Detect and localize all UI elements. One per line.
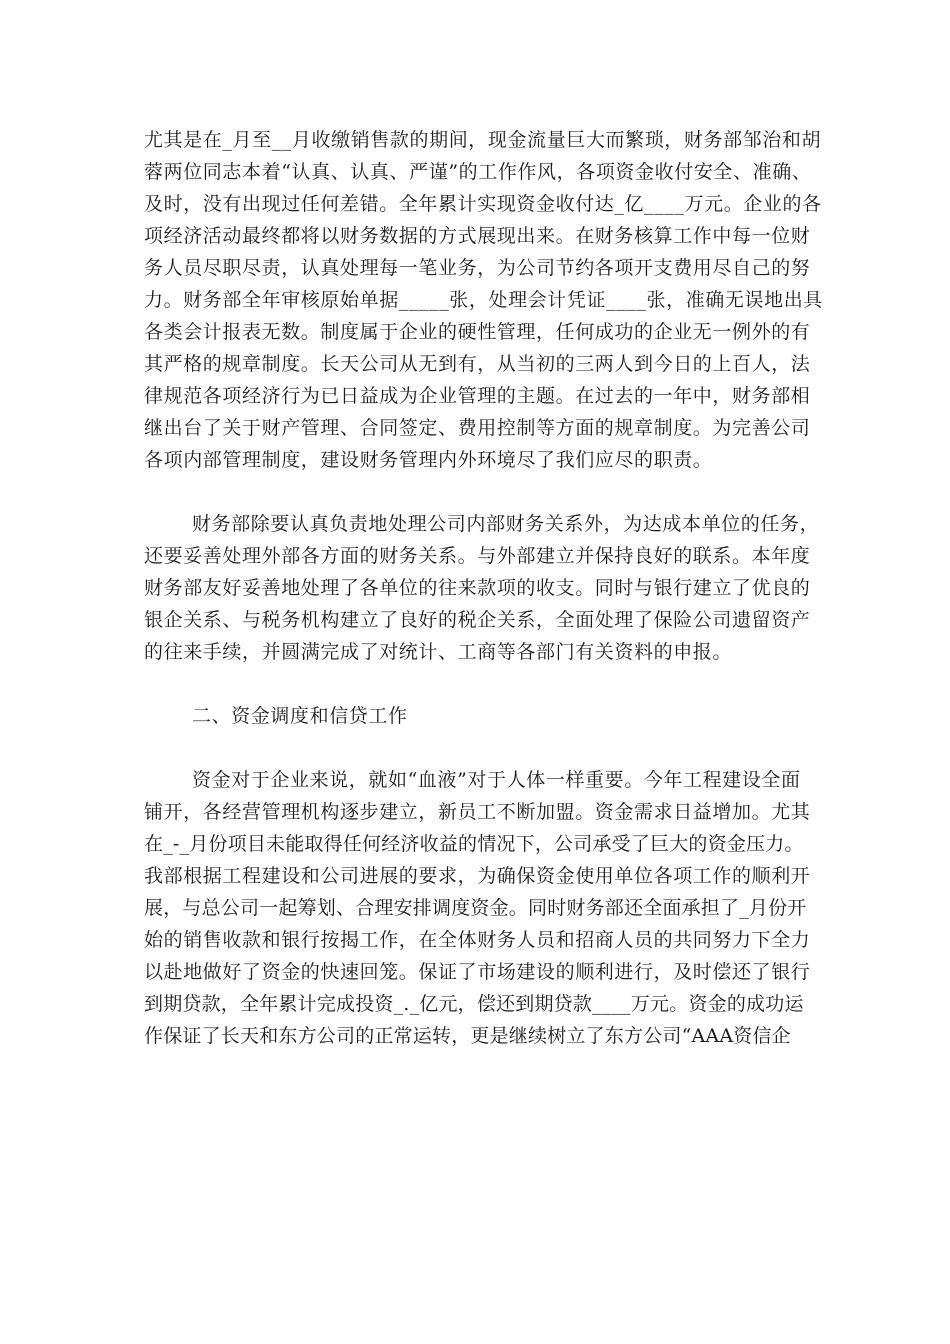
paragraph-line: 其严格的规章制度。长天公司从无到有，从当初的三两人到今日的上百人，法 bbox=[144, 353, 811, 375]
paragraph-line: 各类会计报表无数。制度属于企业的硬性管理，任何成功的企业无一例外的有 bbox=[144, 321, 811, 343]
paragraph-line: 尤其是在_月至__月收缴销售款的期间，现金流量巨大而繁琐，财务部邹治和胡 bbox=[144, 129, 822, 151]
paragraph-line: 蓉两位同志本着“认真、认真、严谨”的工作作风，各项资金收付安全、准确、 bbox=[144, 161, 812, 183]
paragraph-line: 各项内部管理制度，建设财务管理内外环境尽了我们应尽的职责。 bbox=[144, 449, 713, 471]
document-body bbox=[144, 124, 823, 1052]
paragraph-line: 作保证了长天和东方公司的正常运转，更是继续树立了东方公司“AAA资信企 bbox=[144, 1025, 791, 1047]
paragraph-2 bbox=[144, 508, 820, 668]
paragraph-line: 资金对于企业来说，就如“血液”对于人体一样重要。今年工程建设全面 bbox=[192, 769, 801, 791]
paragraph-line: 铺开，各经营管理机构逐步建立，新员工不断加盟。资金需求日益增加。尤其 bbox=[144, 801, 811, 823]
paragraph-line: 律规范各项经济行为已日益成为企业管理的主题。在过去的一年中，财务部相 bbox=[144, 385, 811, 407]
paragraph-line: 项经济活动最终都将以财务数据的方式展现出来。在财务核算工作中每一位财 bbox=[144, 225, 811, 247]
paragraph-line: 始的销售收款和银行按揭工作，在全体财务人员和招商人员的共同努力下全力 bbox=[144, 929, 811, 951]
paragraph-line: 力。财务部全年审核原始单据_____张，处理会计凭证____张，准确无误地出具 bbox=[144, 289, 823, 311]
paragraph-line: 到期贷款，全年累计完成投资_._亿元，偿还到期贷款____万元。资金的成功运 bbox=[144, 993, 804, 1015]
paragraph-line: 在_-_月份项目未能取得任何经济收益的情况下，公司承受了巨大的资金压力。 bbox=[144, 833, 804, 855]
paragraph-spacer bbox=[144, 732, 808, 764]
paragraph-line: 财务部友好妥善地处理了各单位的往来款项的收支。同时与银行建立了优良的 bbox=[144, 577, 811, 599]
paragraph-line: 我部根据工程建设和公司进展的要求，为确保资金使用单位各项工作的顺利开 bbox=[144, 865, 811, 887]
paragraph-line: 展，与总公司一起筹划、合理安排调度资金。同时财务部还全面承担了_月份开 bbox=[144, 897, 807, 919]
section-heading-text: 二、资金调度和信贷工作 bbox=[192, 705, 408, 727]
paragraph-spacer bbox=[144, 668, 808, 700]
paragraph-3 bbox=[144, 764, 811, 1052]
paragraph-1 bbox=[144, 124, 823, 476]
section-heading bbox=[144, 700, 808, 732]
paragraph-spacer bbox=[144, 476, 808, 508]
paragraph-line: 以赴地做好了资金的快速回笼。保证了市场建设的顺利进行，及时偿还了银行 bbox=[144, 961, 811, 983]
paragraph-line: 银企关系、与税务机构建立了良好的税企关系，全面处理了保险公司遗留资产 bbox=[144, 609, 811, 631]
paragraph-line: 还要妥善处理外部各方面的财务关系。与外部建立并保持良好的联系。本年度 bbox=[144, 545, 811, 567]
paragraph-line: 的往来手续，并圆满完成了对统计、工商等各部门有关资料的申报。 bbox=[144, 641, 733, 663]
paragraph-line: 务人员尽职尽责，认真处理每一笔业务，为公司节约各项开支费用尽自己的努 bbox=[144, 257, 811, 279]
paragraph-line: 及时，没有出现过任何差错。全年累计实现资金收付达_亿____万元。企业的各 bbox=[144, 193, 822, 215]
paragraph-line: 继出台了关于财产管理、合同签定、费用控制等方面的规章制度。为完善公司 bbox=[144, 417, 811, 439]
paragraph-line: 财务部除要认真负责地处理公司内部财务关系外，为达成本单位的任务， bbox=[192, 513, 820, 535]
